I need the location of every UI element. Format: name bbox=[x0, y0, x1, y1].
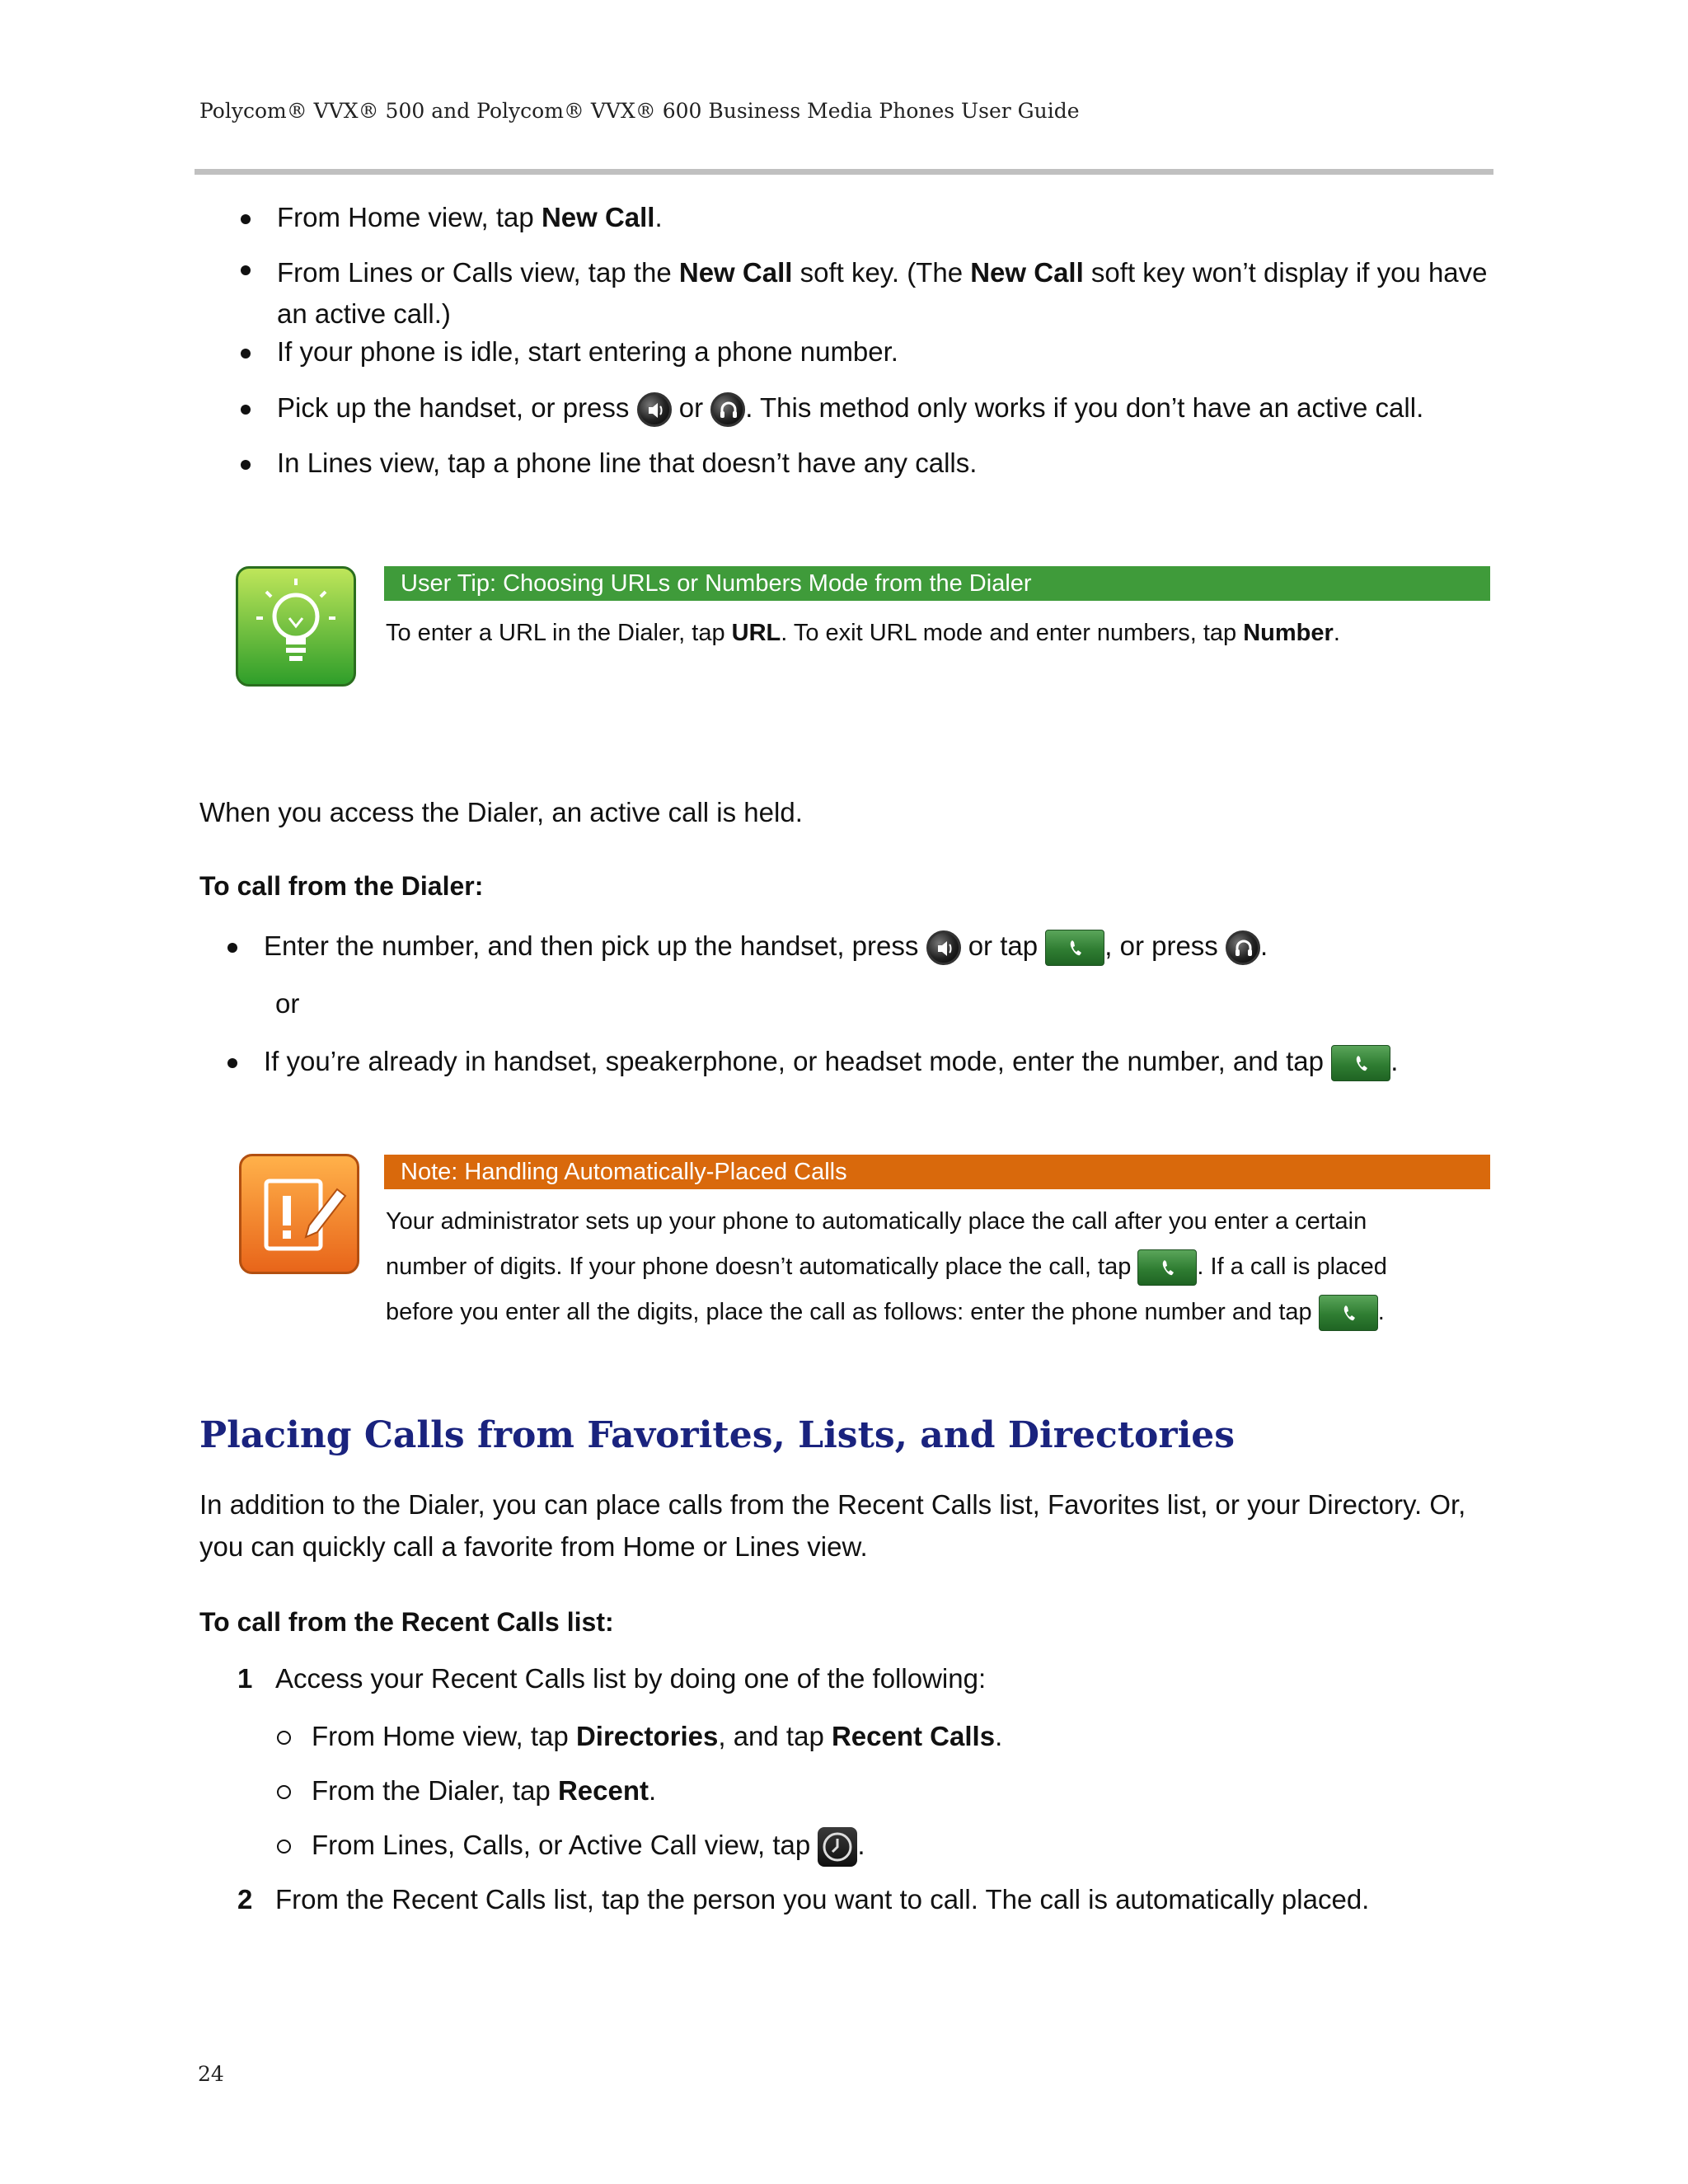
speakerphone-icon bbox=[926, 930, 961, 965]
list-item: If you’re already in handset, speakerphone, or headset mode, enter the number, and tap . bbox=[218, 1045, 1503, 1099]
note-title-bar: Note: Handling Automatically-Placed Calls bbox=[384, 1155, 1490, 1189]
list-item: In Lines view, tap a phone line that doesn’t have any calls. bbox=[231, 447, 1492, 502]
headset-icon bbox=[710, 392, 745, 427]
list-item: From Lines, Calls, or Active Call view, tap . bbox=[275, 1818, 1002, 1872]
recent-calls-access-options bbox=[275, 1709, 1002, 1872]
headset-icon bbox=[1226, 930, 1260, 965]
or-separator: or bbox=[275, 988, 300, 1019]
list-item: From Lines or Calls view, tap the New Call soft key. (The New Call soft key won’t display if you have an active call.) bbox=[231, 252, 1492, 335]
note-body: Your administrator sets up your phone to automatically place the call after you enter a certain number of digits. If your phone doesn’t automatically place the call, tap . If a call is placed before you enter all the digits, place the call as follows: enter the phone number and tap . bbox=[386, 1199, 1490, 1335]
tip-body: To enter a URL in the Dialer, tap URL. To exit URL mode and enter numbers, tap Number. bbox=[386, 620, 1340, 646]
call-button-icon bbox=[1137, 1249, 1197, 1286]
list-item: Pick up the handset, or press or . This method only works if you don’t have an active call. bbox=[231, 391, 1492, 447]
page-header-title: Polycom® VVX® 500 and Polycom® VVX® 600 Business Media Phones User Guide bbox=[199, 99, 1080, 123]
page-number: 24 bbox=[198, 2062, 224, 2086]
list-item: From Home view, tap Directories, and tap Recent Calls. bbox=[275, 1709, 1002, 1764]
lightbulb-tip-icon bbox=[236, 566, 356, 687]
dialer-intro-paragraph: When you access the Dialer, an active call is held. bbox=[199, 797, 803, 827]
list-item: From Home view, tap New Call. bbox=[231, 201, 1492, 256]
recent-calls-procedure-heading: To call from the Recent Calls list: bbox=[199, 1607, 614, 1637]
step-1: 1 Access your Recent Calls list by doing one of the following: bbox=[237, 1663, 987, 1694]
list-item: From the Dialer, tap Recent. bbox=[275, 1764, 1002, 1818]
call-button-icon bbox=[1319, 1295, 1378, 1331]
section-intro-paragraph: In addition to the Dialer, you can place calls from the Recent Calls list, Favorites list, or your Directory. Or, you can quickly call a favorite from Home or Lines view. bbox=[199, 1489, 1466, 1562]
tip-title-bar: User Tip: Choosing URLs or Numbers Mode from the Dialer bbox=[384, 566, 1490, 601]
dialer-procedure-heading: To call from the Dialer: bbox=[199, 871, 484, 901]
call-button-icon bbox=[1331, 1045, 1390, 1081]
dialer-steps-list bbox=[218, 930, 1503, 1099]
note-pencil-icon bbox=[239, 1154, 359, 1274]
speakerphone-icon bbox=[637, 392, 672, 427]
recent-calls-clock-icon bbox=[818, 1827, 857, 1867]
step-2: 2 From the Recent Calls list, tap the person you want to call. The call is automatically placed. bbox=[237, 1884, 1370, 1915]
section-heading: Placing Calls from Favorites, Lists, and Directories bbox=[199, 1414, 1236, 1456]
list-item: If your phone is idle, start entering a phone number. bbox=[231, 335, 1492, 391]
call-button-icon bbox=[1045, 930, 1104, 966]
list-item: Enter the number, and then pick up the handset, press or tap , or press . bbox=[218, 930, 1503, 984]
new-call-methods-list bbox=[231, 201, 1492, 502]
header-divider bbox=[195, 169, 1493, 175]
